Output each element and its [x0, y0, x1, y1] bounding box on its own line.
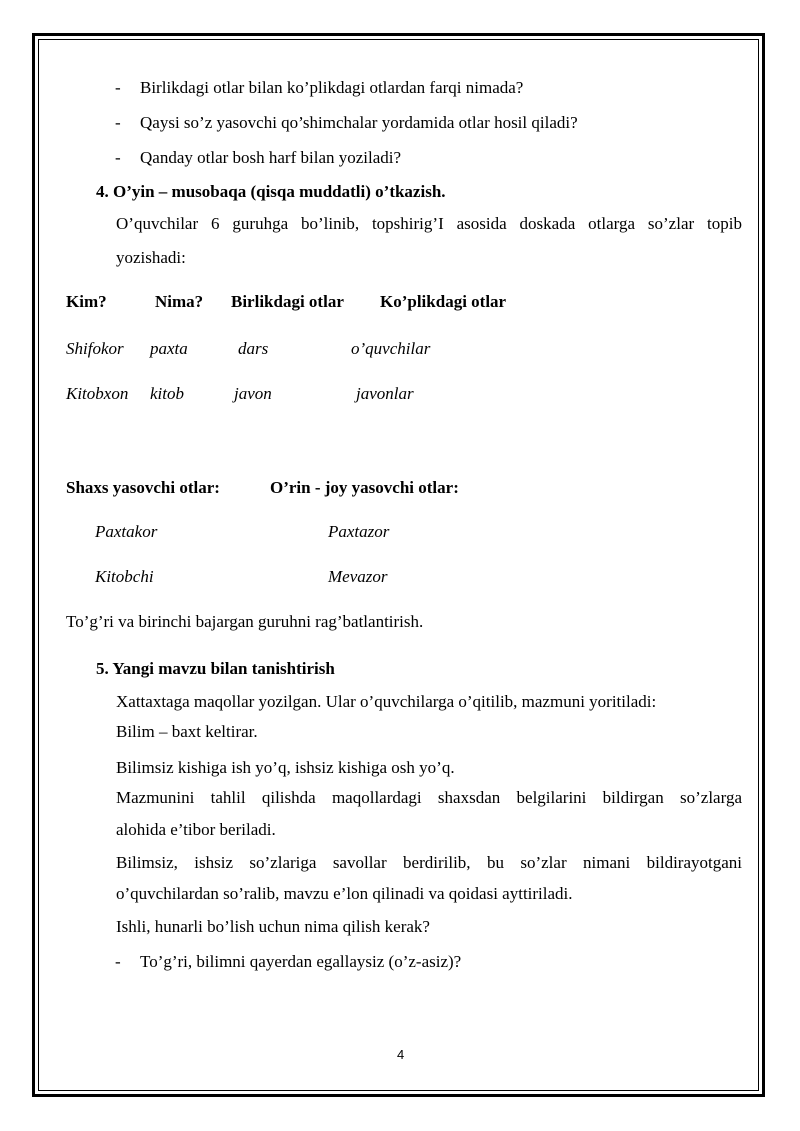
table-cell: javonlar: [356, 384, 414, 403]
section-5-line: Mazmunini tahlil qilishda maqollardagi shaxsdan belgilarini bildirgan so’zlarga: [116, 788, 742, 807]
section-5-line: Bilim – baxt keltirar.: [116, 722, 258, 741]
table-cell: o’quvchilar: [351, 339, 431, 358]
shaxs-yasovchi-item: Kitobchi: [95, 567, 154, 586]
section-5-line: Xattaxtaga maqollar yozilgan. Ular o’quvchilarga o’qitilib, mazmuni yoritiladi:: [116, 692, 657, 711]
table-header: Nima?: [155, 292, 204, 311]
table-cell: Kitobxon: [66, 384, 129, 403]
section-5-line: Ishli, hunarli bo’lish uchun nima qilish kerak?: [116, 917, 430, 936]
section-5-line: Bilimsiz kishiga ish yo’q, ishsiz kishiga osh yo’q.: [116, 758, 455, 777]
orin-joy-yasovchi-item: Paxtazor: [328, 522, 390, 541]
section-5-heading: 5. Yangi mavzu bilan tanishtirish: [96, 659, 335, 678]
orin-joy-yasovchi-item: Mevazor: [328, 567, 388, 586]
table-cell: javon: [234, 384, 272, 403]
shaxs-yasovchi-item: Paxtakor: [95, 522, 158, 541]
section-4-paragraph-line: O’quvchilar 6 guruhga bo’linib, topshirig’I asosida doskada otlarga so’zlar topib: [116, 214, 742, 233]
bullet-dash: -: [115, 952, 121, 971]
table-header: Birlikdagi otlar: [231, 292, 344, 311]
bullet-item: Birlikdagi otlar bilan ko’plikdagi otlardan farqi nimada?: [140, 78, 524, 97]
shaxs-yasovchi-heading: Shaxs yasovchi otlar:: [66, 478, 220, 497]
section-5-line: alohida e’tibor beriladi.: [116, 820, 276, 839]
table-header: Kim?: [66, 292, 107, 311]
page-number: 4: [397, 1047, 405, 1062]
reward-line: To’g’ri va birinchi bajargan guruhni rag’batlantirish.: [66, 612, 424, 631]
table-cell: paxta: [150, 339, 188, 358]
table-header: Ko’plikdagi otlar: [380, 292, 507, 311]
bullet-dash: -: [115, 113, 121, 132]
bullet-dash: -: [115, 78, 121, 97]
section-4-paragraph-line: yozishadi:: [116, 248, 186, 267]
table-cell: kitob: [150, 384, 184, 403]
section-4-heading: 4. O’yin – musobaqa (qisqa muddatli) o’tkazish.: [96, 182, 446, 201]
section-5-bullet: To’g’ri, bilimni qayerdan egallaysiz (o’z-asiz)?: [140, 952, 462, 971]
table-cell: dars: [238, 339, 269, 358]
table-cell: Shifokor: [66, 339, 124, 358]
orin-joy-yasovchi-heading: O’rin - joy yasovchi otlar:: [270, 478, 459, 497]
bullet-dash: -: [115, 148, 121, 167]
section-5-line: o’quvchilardan so’ralib, mavzu e’lon qilinadi va qoidasi ayttiriladi.: [116, 884, 573, 903]
bullet-item: Qaysi so’z yasovchi qo’shimchalar yordamida otlar hosil qiladi?: [140, 113, 578, 132]
bullet-item: Qanday otlar bosh harf bilan yoziladi?: [140, 148, 402, 167]
section-5-line: Bilimsiz, ishsiz so’zlariga savollar berdirilib, bu so’zlar nimani bildirayotgani: [116, 853, 742, 872]
